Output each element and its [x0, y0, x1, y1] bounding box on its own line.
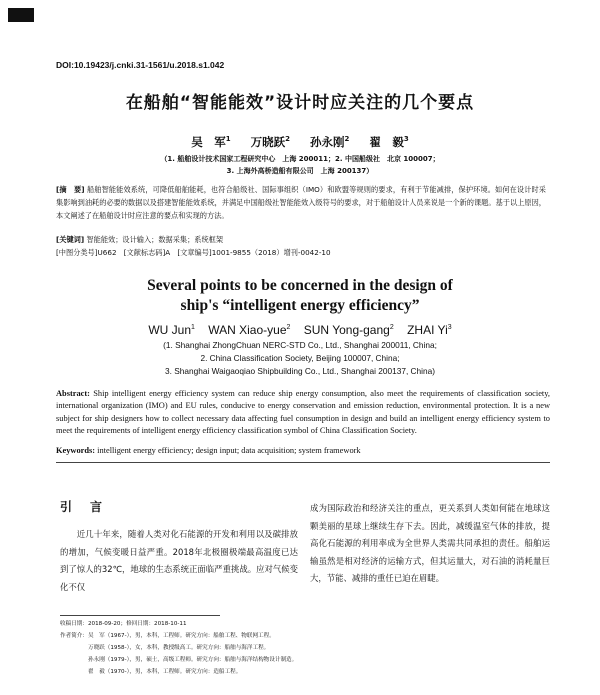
affiliation-cn-line: 3. 上海外高桥造船有限公司 上海 200137）: [226, 167, 374, 175]
author-cn: 万晓跃$^2$: [250, 135, 290, 149]
author-cn: 翟 毅$^3$: [369, 135, 409, 149]
abstract-en-text: Ship intelligent energy efficiency system can reduce ship energy consumption, also meet the requirements of classification society, international organization (IMO) and EU rules, conducive to energy conservation and emission reduction, environmental protection. It is a new subject for ship designers how to collect necessary data affecting fuel consumption in design and build an intelligent energy efficiency system to meet the requirements of intelligent energy efficiency classification symbol of China Classification Society.: [56, 389, 550, 436]
keywords-cn-label: [关键词]: [56, 235, 85, 244]
abstract-cn-label: [摘 要]: [56, 185, 85, 194]
title-en-line: ship's “intelligent energy efficiency”: [180, 297, 420, 314]
abstract-english: [56, 388, 550, 438]
classification-chinese: [中图分类号]U662 [文献标志码]A [文章编号]1001-9855（2018）增刊-0042-10: [56, 248, 331, 257]
abstract-cn-text: 船舶智能能效系统，可降低船舶能耗，也符合船级社、国际事组织（IMO）和欧盟等规则的要求，有利于节能减排，保护环境。如何在设计时采集影响到油耗的必要的数据以及搭建智能能效系统，并满足中国船级社智能能效入级符号的要求，对于船舶设计人员来说是一个新的课题。基于以上原因，本文阐述了在船舶设计时应注意的要点和实现的方法。: [56, 185, 546, 220]
affiliation-en-line: 3. Shanghai Waigaoqiao Shipbuilding Co., Ltd., Shanghai 200137, China): [165, 366, 435, 376]
footnote-rule: [60, 615, 220, 616]
authors-english: [0, 323, 600, 337]
affiliation-en-line: (1. Shanghai ZhongChuan NERC-STD Co., Ltd., Shanghai 200011, China;: [163, 340, 437, 350]
author-cn: 吴 军$^1$: [191, 135, 231, 149]
authors-chinese: [0, 134, 600, 150]
author-en: ZHAI Yi$^3$: [407, 323, 452, 337]
doi: DOI:10.19423/j.cnki.31-1561/u.2018.s1.042: [56, 60, 225, 70]
author-en: SUN Yong-gang$^2$: [303, 323, 394, 337]
keywords-chinese: [56, 235, 546, 245]
author-cn: 孙永刚$^2$: [310, 135, 350, 149]
keywords-en-text: intelligent energy efficiency; design input; data acquisition; system framework: [97, 446, 361, 455]
author-en: WAN Xiao-yue$^2$: [208, 323, 291, 337]
footnote-author: 翟 毅（1970-），男，本科，工程师。研究方向：造船工程。: [88, 669, 242, 675]
footnote-author: 作者简介：吴 军（1967-），男，本科，工程师。研究方向：船舶工程、物联网工程。: [60, 633, 275, 639]
footnote-author: 万晓跃（1958-），女，本科，教授级高工。研究方向：船舶与海洋工程。: [88, 645, 270, 651]
abstract-chinese: [56, 183, 546, 222]
footnote-author: 孙永刚（1979-），男，硕士，高级工程师。研究方向：船舶与海洋结构物设计制造。: [88, 657, 298, 663]
title-chinese: 在船舶“智能能效”设计时应关注的几个要点: [125, 93, 475, 113]
affiliation-cn-line: （1. 船舶设计技术国家工程研究中心 上海 200011；2. 中国船级社 北京 100007；: [160, 155, 440, 163]
intro-left-column: 近几十年来，随着人类对化石能源的开发和利用以及碳排放的增加，气候变暖日益严重。2018年北极圈极端最高温度已达到了惊人的32℃，地球的生态系统正面临严重挑战。应对气候变化不仅: [60, 529, 298, 592]
abstract-en-label: Abstract:: [56, 389, 90, 398]
author-en: WU Jun$^1$: [148, 323, 195, 337]
keywords-cn-text: 智能能效；设计输入；数据采集；系统框架: [86, 235, 224, 244]
section-heading-intro: 引言: [60, 500, 121, 514]
keywords-en-label: Keywords:: [56, 446, 96, 455]
affiliation-en-line: 2. China Classification Society, Beijing 100007, China;: [200, 353, 400, 363]
intro-right-column: 成为国际政治和经济关注的重点，更关系到人类如何能在地球这颗美丽的星球上继续生存下去。因此，减缓温室气体的排放，提高化石能源的利用率成为全世界人类需共同承担的责任。船舶运输虽然是相对经济的运输方式，但其运量大，对石油的消耗量巨大，节能、减排的重任已迫在眉睫。: [310, 503, 550, 583]
title-en-line: Several points to be concerned in the design of: [147, 277, 453, 294]
footnote-received: 收稿日期：2018-09-20；修回日期：2018-10-11: [60, 621, 187, 627]
keywords-english: [56, 446, 550, 455]
scan-corner-mark: [8, 8, 34, 22]
section-divider: [56, 462, 550, 463]
title-english: [0, 276, 600, 316]
